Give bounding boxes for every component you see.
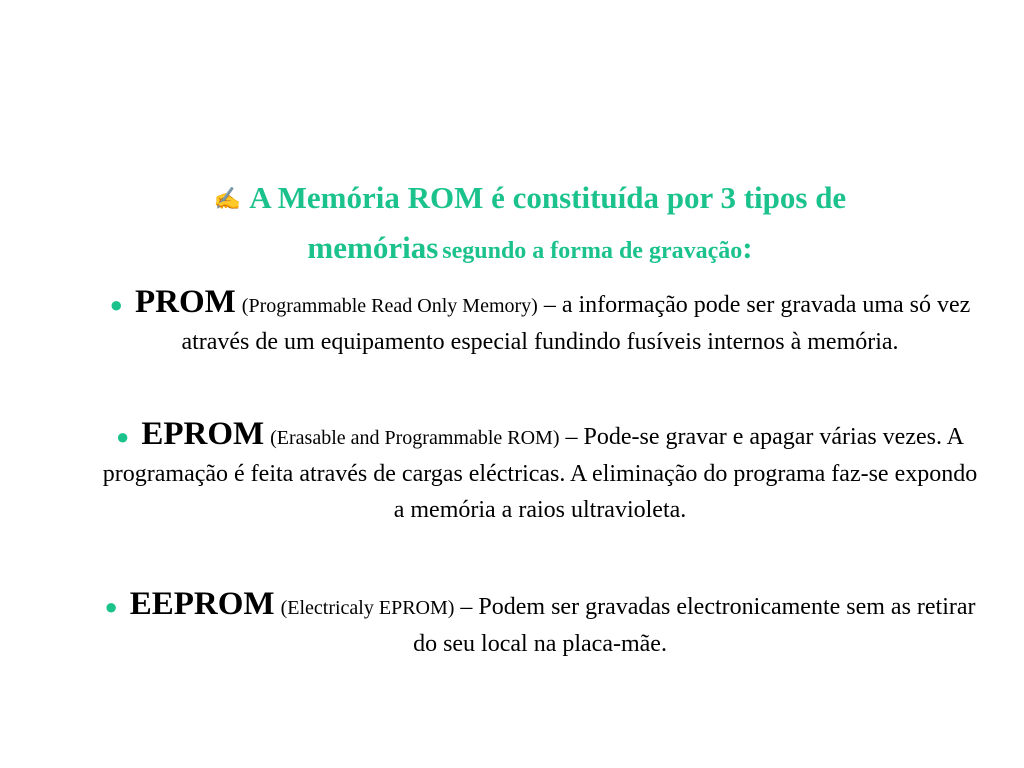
slide-heading — [100, 176, 960, 276]
bullet-icon: ● — [104, 594, 118, 619]
pen-icon: ✍ — [213, 186, 242, 211]
abbr-eprom: (Erasable and Programmable ROM) — [270, 427, 560, 449]
abbr-eeprom: (Electricaly EPROM) — [280, 597, 455, 619]
description-eprom: – Pode-se gravar e apagar várias vezes. A programação é feita através de cargas eléctricas. A eliminação do programa faz-se expondo a memória a raios ultravioleta. — [102, 424, 978, 523]
term-prom: PROM — [134, 284, 236, 320]
list-item-eeprom — [100, 586, 980, 662]
abbr-prom: (Programmable Read Only Memory) — [241, 295, 538, 317]
bullet-icon: ● — [109, 292, 123, 317]
bullet-icon: ● — [116, 424, 130, 449]
heading-text-part1: A Memória ROM é constituída por 3 tipos de — [249, 180, 847, 215]
heading-colon: : — [742, 230, 753, 265]
description-eeprom: – Podem ser gravadas electronicamente sem as retirar do seu local na placa-mãe. — [413, 594, 976, 657]
heading-text-part2: memórias — [307, 230, 439, 265]
description-prom: – a informação pode ser gravada uma só vez através de um equipamento especial fundindo fusíveis internos à memória. — [181, 292, 971, 355]
list-item-eprom — [100, 416, 980, 528]
term-eeprom: EEPROM — [129, 586, 275, 622]
list-item-prom — [100, 284, 980, 360]
term-eprom: EPROM — [141, 416, 265, 452]
heading-text-small: segundo a forma de gravação — [442, 238, 743, 264]
